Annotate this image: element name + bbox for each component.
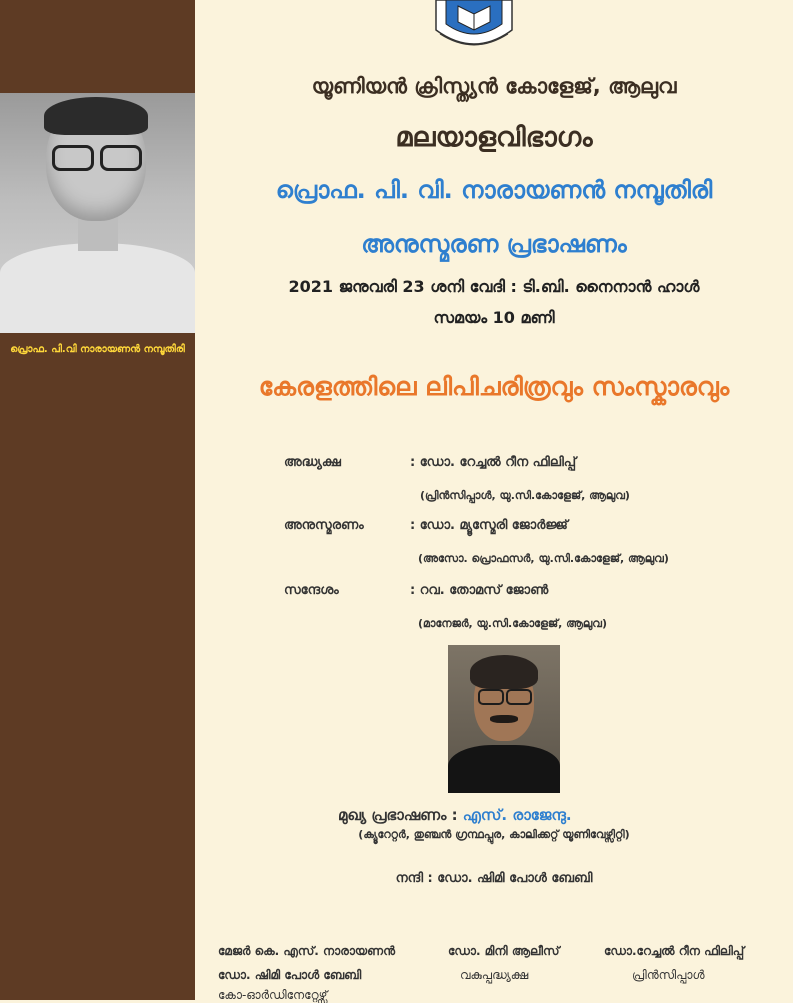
program-label-message: സന്ദേശം xyxy=(284,583,339,598)
program-value-memorial: : ഡോ. മ്യൂസ്മേരി ജോർജ്ജ് xyxy=(410,518,568,533)
professor-photo-glasses xyxy=(52,145,142,167)
footer-coordinators-role: കോ-ഓർഡിനേറ്റേഴ്സ് xyxy=(218,988,328,1002)
keynote-label: മുഖ്യ പ്രഭാഷണം : xyxy=(338,806,463,824)
college-emblem-icon xyxy=(432,0,516,52)
professor-name-heading: പ്രൊഫ. പി. വി. നാരായണൻ നമ്പൂതിരി xyxy=(275,176,713,204)
college-name: യൂണിയൻ ക്രിസ്ത്യൻ കോളേജ്, ആലുവ xyxy=(311,74,677,98)
speaker-photo-hair xyxy=(470,655,538,689)
keynote-speaker-name: എസ്. രാജേന്ദു. xyxy=(462,806,572,824)
vote-of-thanks: നന്ദി : ഡോ. ഷിമി പോൾ ബേബി xyxy=(395,871,593,886)
footer-coordinator-1: മേജർ കെ. എസ്. നാരായണൻ xyxy=(218,944,395,958)
department-name: മലയാളവിഭാഗം xyxy=(395,122,593,153)
program-label-president: അദ്ധ്യക്ഷ xyxy=(284,455,341,470)
footer-hod-role: വകുപ്പദ്ധ്യക്ഷ xyxy=(460,968,529,982)
program-value-president: : ഡോ. റേച്ചൽ റീന ഫിലിപ്പ് xyxy=(410,455,577,470)
professor-photo xyxy=(0,93,195,333)
professor-photo-hair xyxy=(44,97,148,135)
professor-photo-caption: പ്രൊഫ. പി.വി നാരായണൻ നമ്പൂതിരി xyxy=(10,344,185,355)
program-sub-message: (മാനേജർ, യു.സി.കോളേജ്, ആലുവ) xyxy=(418,617,607,630)
program-label-memorial: അനുസ്മരണം xyxy=(284,518,364,533)
footer-principal-role: പ്രിൻസിപ്പാൾ xyxy=(632,968,705,982)
footer-principal-name: ഡോ.റേച്ചൽ റീന ഫിലിപ്പ് xyxy=(604,944,745,958)
professor-photo-shirt xyxy=(0,243,195,333)
event-title: അനുസ്മരണ പ്രഭാഷണം xyxy=(361,230,627,258)
speaker-photo-glasses xyxy=(478,689,532,703)
speaker-photo-moustache xyxy=(490,715,518,723)
lecture-topic: കേരളത്തിലെ ലിപിചരിത്രവും സംസ്കാരവും xyxy=(258,372,730,401)
program-sub-memorial: (അസോ. പ്രൊഫസർ, യു.സി.കോളേജ്, ആലുവ) xyxy=(418,552,669,565)
keynote-line xyxy=(338,806,572,824)
keynote-speaker-designation: (ക്യൂറേറ്റർ, തുഞ്ചൻ ഗ്രന്ഥപ്പുര, കാലിക്കറ്റ് യൂണിവേഴ്സിറ്റി) xyxy=(358,828,630,841)
speaker-photo-body xyxy=(448,745,560,793)
speaker-photo xyxy=(448,645,560,793)
time-line: സമയം 10 മണി xyxy=(433,308,555,327)
program-sub-president: (പ്രിൻസിപ്പാൾ, യു.സി.കോളേജ്, ആലുവ) xyxy=(420,489,630,502)
date-venue-line: 2021 ജനുവരി 23 ശനി വേദി : ടി.ബി. നൈനാൻ ഹാൾ xyxy=(288,277,700,296)
footer-hod-name: ഡോ. മിനി ആലീസ് xyxy=(448,944,560,958)
program-value-message: : റവ. തോമസ് ജോൺ xyxy=(410,583,549,598)
footer-coordinator-2: ഡോ. ഷിമി പോൾ ബേബി xyxy=(218,968,362,982)
